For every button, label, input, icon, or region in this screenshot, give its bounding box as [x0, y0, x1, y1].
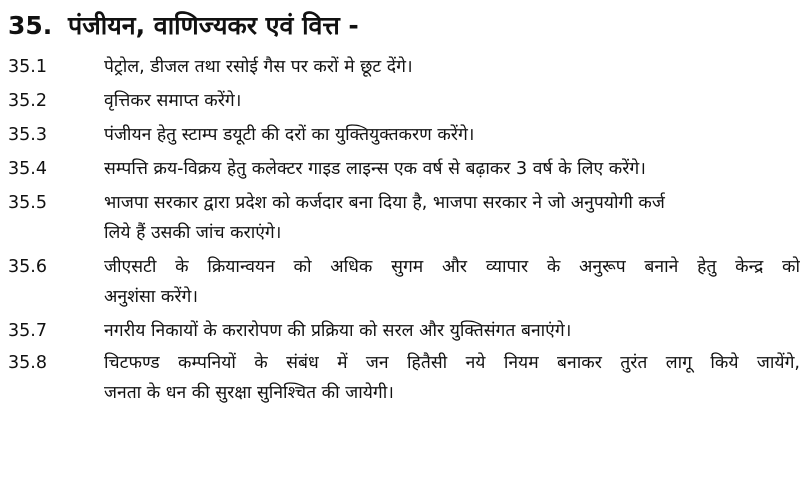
- list-item: [8, 52, 800, 82]
- list-item: [8, 188, 800, 248]
- list-item: [8, 348, 800, 408]
- list-item: [8, 252, 800, 312]
- item-text: नगरीय निकायों के करारोपण की प्रक्रिया को सरल और युक्तिसंगत बनाएंगे।: [104, 321, 572, 341]
- item-text: वृत्तिकर समाप्त करेंगे।: [104, 91, 242, 111]
- section-title: पंजीयन, वाणिज्यकर एवं वित्त -: [68, 11, 359, 40]
- item-number: 35.7: [8, 321, 47, 341]
- item-text: पंजीयन हेतु स्टाम्प डयूटी की दरों का युक्तियुक्तकरण करेंगे।: [104, 125, 475, 145]
- list-item: [8, 316, 800, 346]
- item-number: 35.5: [8, 193, 47, 213]
- item-number: 35.1: [8, 57, 47, 77]
- section-number: 35.: [8, 11, 53, 40]
- item-text: पेट्रोल, डीजल तथा रसोई गैस पर करों मे छूट देंगे।: [104, 57, 413, 77]
- item-text-line-2: जनता के धन की सुरक्षा सुनिश्चित की जायेगी।: [104, 383, 394, 403]
- item-text: सम्पत्ति क्रय-विक्रय हेतु कलेक्टर गाइड लाइन्स एक वर्ष से बढ़ाकर 3 वर्ष के लिए करेंगे।: [104, 159, 646, 179]
- item-text-line-1: जीएसटी के क्रियान्वयन को अधिक सुगम और व्यापार के अनुरूप बनाने हेतु केन्द्र को: [104, 257, 800, 277]
- item-number: 35.8: [8, 353, 47, 373]
- item-number: 35.2: [8, 91, 47, 111]
- item-number: 35.6: [8, 257, 47, 277]
- list-item: [8, 120, 800, 150]
- list-item: [8, 154, 800, 184]
- item-text-line-1: चिटफण्ड कम्पनियों के संबंध में जन हितैसी नये नियम बनाकर तुरंत लागू किये जायेंगे,: [104, 353, 800, 373]
- item-text-line-2: लिये हैं उसकी जांच कराएंगे।: [104, 223, 282, 243]
- section-heading: [8, 8, 359, 44]
- item-text-line-2: अनुशंसा करेंगे।: [104, 287, 198, 307]
- item-number: 35.3: [8, 125, 47, 145]
- list-item: [8, 86, 800, 116]
- item-text-line-1: भाजपा सरकार द्वारा प्रदेश को कर्जदार बना दिया है, भाजपा सरकार ने जो अनुपयोगी कर्ज: [104, 193, 665, 213]
- item-number: 35.4: [8, 159, 47, 179]
